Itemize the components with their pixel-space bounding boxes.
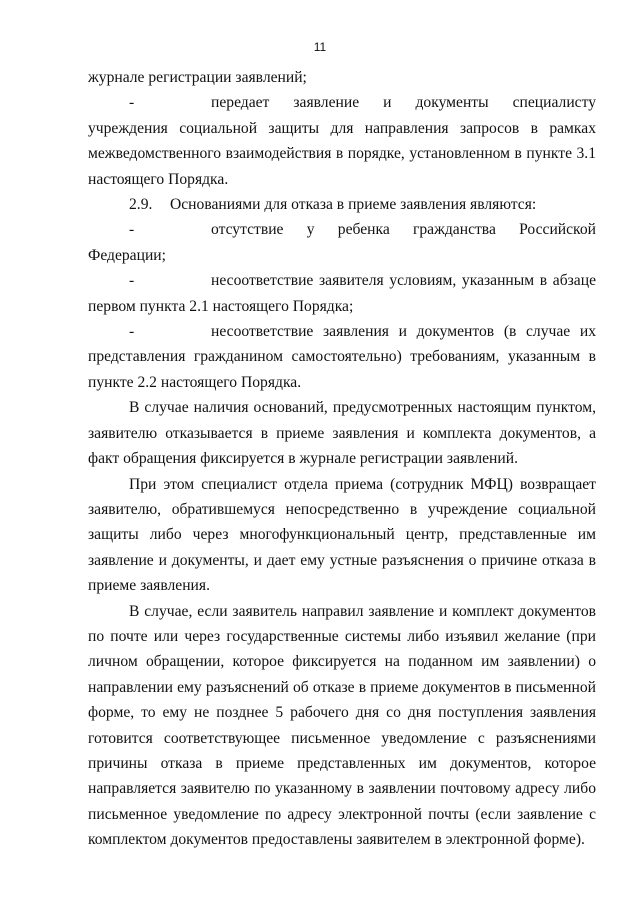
paragraph-text: несоответствие заявления и документов (в случае их представления гражданином самостоятельно) требованиям, указанным в пункте 2.2 настоящего Порядка. — [88, 323, 596, 391]
document-body — [88, 65, 596, 853]
paragraph-text: передает заявление и документы специалисту учреждения социальной защиты для направления запросов в рамках межведомственного взаимодействия в порядке, установленном в пункте 3.1 настоящего Порядка. — [88, 94, 596, 188]
list-marker: - — [129, 272, 135, 290]
list-marker: - — [129, 221, 135, 239]
paragraph-text: отсутствие у ребенка гражданства Российской Федерации; — [88, 221, 596, 264]
list-marker: - — [129, 94, 135, 112]
paragraph-text: журнале регистрации заявлений; — [88, 69, 307, 86]
paragraph — [88, 472, 596, 599]
paragraph-text: При этом специалист отдела приема (сотрудник МФЦ) возвращает заявителю, обратившемуся непосредственно в учреждение социальной защиты либо через многофункциональный центр, представленные им заявление и документы, и дает ему устные разъяснения о причине отказа в приеме заявления. — [88, 475, 596, 595]
list-item-dash — [88, 90, 596, 192]
paragraph-text: В случае наличия оснований, предусмотренных настоящим пунктом, заявителю отказывается в приеме заявления и комплекта документов, а факт обращения фиксируется в журнале регистрации заявлений. — [88, 399, 596, 468]
page-number: 11 — [313, 40, 327, 54]
paragraph-text: В случае, если заявитель направил заявление и комплект документов по почте или через государственные системы либо изъявил желание (при личном обращении, которое фиксируется на поданном им заявлении) о направлении ему разъяснений об отказе в приеме документов в письменной форме, то ему не позднее 5 рабочего дня со дня поступления заявления готовится соответствующее письменное уведомление с разъяснениями причины отказа в приеме представленных им документов, которое направляется заявителю по указанному в заявлении почтовому адресу либо письменное уведомление по адресу электронной почты (если заявление с комплектом документов предоставлены заявителем в электронной форме). — [88, 602, 596, 849]
paragraph-continuation — [88, 65, 596, 90]
paragraph-text: Основаниями для отказа в приеме заявления являются: — [170, 196, 537, 214]
list-item-dash — [88, 319, 596, 395]
paragraph-text: несоответствие заявителя условиям, указанным в абзаце первом пункта 2.1 настоящего Порядка; — [88, 272, 596, 315]
paragraph — [88, 599, 596, 853]
paragraph — [88, 395, 596, 471]
list-marker: - — [129, 323, 135, 341]
list-item-dash — [88, 217, 596, 268]
numbered-clause — [88, 192, 596, 217]
clause-number: 2.9. — [129, 196, 153, 214]
list-item-dash — [88, 268, 596, 319]
